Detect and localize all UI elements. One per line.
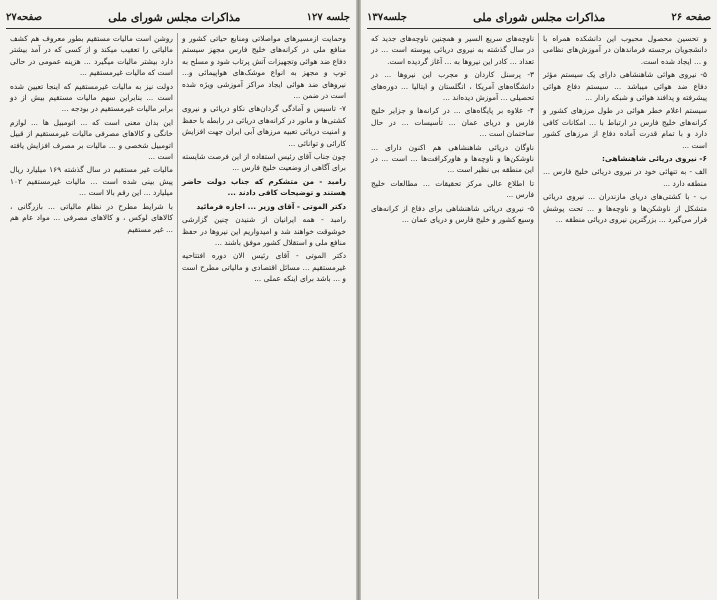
right-page-header <box>367 6 711 29</box>
right-page-right-column <box>539 33 711 599</box>
paragraph: ناوچه‌های سریع السیر و همچنین ناوچه‌های جدید که در سال گذشته به نیروی دریائی پیوسته است ... در تعداد ... کادر این نیروها به ... آغاز گردیده است. <box>371 34 534 66</box>
paragraph: ۷- تاسیس و آمادگی گردان‌های نکاو دریائی و نیروی کشتی‌ها و مانور در کرانه‌های دریائی در رابطه با حفظ و امنیت دریائی تعبیه مرزهای آبی ایران جهت افزایش کارائی و توانائی ... <box>182 104 346 148</box>
right-page-columns <box>367 33 711 599</box>
paragraph: چون جناب آقای رئیس استفاده از این فرصت شایسته برای آگاهی از وضعیت خلیج فارس ... <box>182 152 346 173</box>
paragraph: تا اطلاع عالی مرکز تحقیقات ... مطالعات خلیج فارس ... <box>371 178 534 200</box>
paragraph: ۳- پرسنل کاردان و مجرب این نیروها ... در دانشگاه‌های آمریکا ، انگلستان و ایتالیا ... دوره‌های تحصیلی ... آموزش دیده‌اند ... <box>371 70 534 103</box>
paragraph: و تحسین محصول محبوب این دانشکده همراه با دانشجویان برجسته فرماندهان در آموزش‌های نظامی و ... ایجاد شده است. <box>543 34 707 66</box>
paragraph: این بدان معنی است که ... اتومبیل ها ... لوازم خانگی و کالاهای مصرفی مالیات غیرمستقیم از قبیل اتومبیل شخصی و ... مالیات بر مصرف افزایش یافته است ... <box>10 117 173 162</box>
right-page <box>361 0 717 600</box>
left-page-columns <box>6 33 350 599</box>
left-page-right-column <box>178 33 350 599</box>
right-page-session: جلسه۱۳۷ <box>367 11 407 23</box>
paragraph: رامبد - همه ایرانیان از شنیدن چنین گزارشی خوشوقت خواهند شد و امیدواریم این نیروها در حفظ منافع ملی و استقلال کشور موفق باشند ... <box>182 215 346 247</box>
section-heading: ۶- نیروی دریائی شاهنشاهی: <box>602 154 707 164</box>
paragraph: وحمایت ازمسیرهای مواصلاتی ومنابع حیاتی کشور و منافع ملی در کرانه‌های خلیج فارس مجهز سیستم دفاع ضد هوائی وتجهیزات آتش پرتاب شود و مسلح به توپ و مجهز به انواع موشک‌های هواپیمائی و... نیروهای ضد هوائی ایجاد مراکز آموزشی ویژه شده است در ضمن ... <box>182 34 346 101</box>
paragraph: با شرایط مطرح در نظام مالیاتی ... بازرگانی ، کالاهای لوکس ، و کالاهای مصرفی ... مواد عام هم ... غیر مستقیم <box>10 201 173 234</box>
paragraph: ناوگان دریائی شاهنشاهی هم اکنون دارای ... ناوشکن‌ها و ناوچه‌ها و هاورکرافت‌ها ... است ... در این منطقه بی نظیر است ... <box>371 142 534 175</box>
paragraph: ۵- نیروی هوائی شاهنشاهی دارای یک سیستم مؤثر دفاع ضد هوائی میباشد ... سیستم دفاع هوائی پیشرفته و پدافند هوائی و شبکه رادار ... <box>543 70 707 103</box>
paragraph: دکتر الموتی - آقای رئیس الان دوره افتتاحیه غیرمستقیم ... مسائل اقتصادی و مالیاتی مطرح است و ... باشد برای اینکه عملی ... <box>182 251 346 284</box>
paragraph: دولت نیز به مالیات غیرمستقیم که اینجا تعیین شده است ... بنابراین سهم مالیات مستقیم بیش از دو برابر مالیات غیرمستقیم در بودجه ... <box>10 81 173 114</box>
right-page-title: مذاکرات مجلس شورای ملی <box>473 10 606 24</box>
paragraph: ب - با کشتی‌های دریای مازندران ... نیروی دریائی متشکل از ناوشکن‌ها و ناوچه‌ها و ... تحت پوشش قرار می‌گیرد ... بزرگترین نیروی دریائی منطقه ... <box>543 192 707 225</box>
right-page-left-column <box>367 33 539 599</box>
right-page-number: صفحه ۲۶ <box>671 11 711 23</box>
left-page-session: جلسه ۱۲۷ <box>306 11 350 23</box>
paragraph: دکتر الموتی - آقای وزیر ... اجازه فرمائید <box>196 201 346 211</box>
paragraph: مالیات غیر مستقیم در سال گذشته ۱۶۹ میلیارد ریال پیش بینی شده است ... مالیات غیرمستقیم ۱۰۲ میلیارد ... این رقم بالا است ... <box>10 165 173 198</box>
left-page-header <box>6 6 350 29</box>
left-page-left-column <box>6 33 178 599</box>
left-page-title: مذاکرات مجلس شورای ملی <box>108 10 241 24</box>
paragraph: ۵- نیروی دریائی شاهنشاهی برای دفاع از کرانه‌های وسیع کشور و خلیج فارس و دریای عمان ... <box>371 203 534 225</box>
paragraph: روشن است مالیات مستقیم بطور معروف هم کشف مالیاتی را تعقیب میکند و از کسی که در آمد بیشتر دارد بیشتر مالیات میگیرد ... هزینه عمومی در حالی است که مالیات غیرمستقیم ... <box>10 34 173 78</box>
paragraph: ۴- علاوه بر پایگاه‌های ... در کرانه‌ها و جزایر خلیج فارس و دریای عمان ... تأسیسات ... در حال ساختمان است ... <box>371 106 534 139</box>
paragraph: سیستم اعلام خطر هوائی در طول مرزهای کشور و کرانه‌های خلیج فارس در ارتباط با ... امکانات کافی دارد و با تمام قدرت آماده دفاع از مرزهای کشور است ... <box>543 106 707 150</box>
left-page-number: صفحه۲۷ <box>6 11 43 23</box>
left-page <box>0 0 356 600</box>
paragraph: رامبد - من متشکرم که جناب دولت حاضر هستند و توضیحات کافی دادند ... <box>182 176 346 198</box>
paragraph: الف - به تنهائی خود در نیروی دریائی خلیج فارس ... منطقه دارد ... <box>543 167 707 188</box>
